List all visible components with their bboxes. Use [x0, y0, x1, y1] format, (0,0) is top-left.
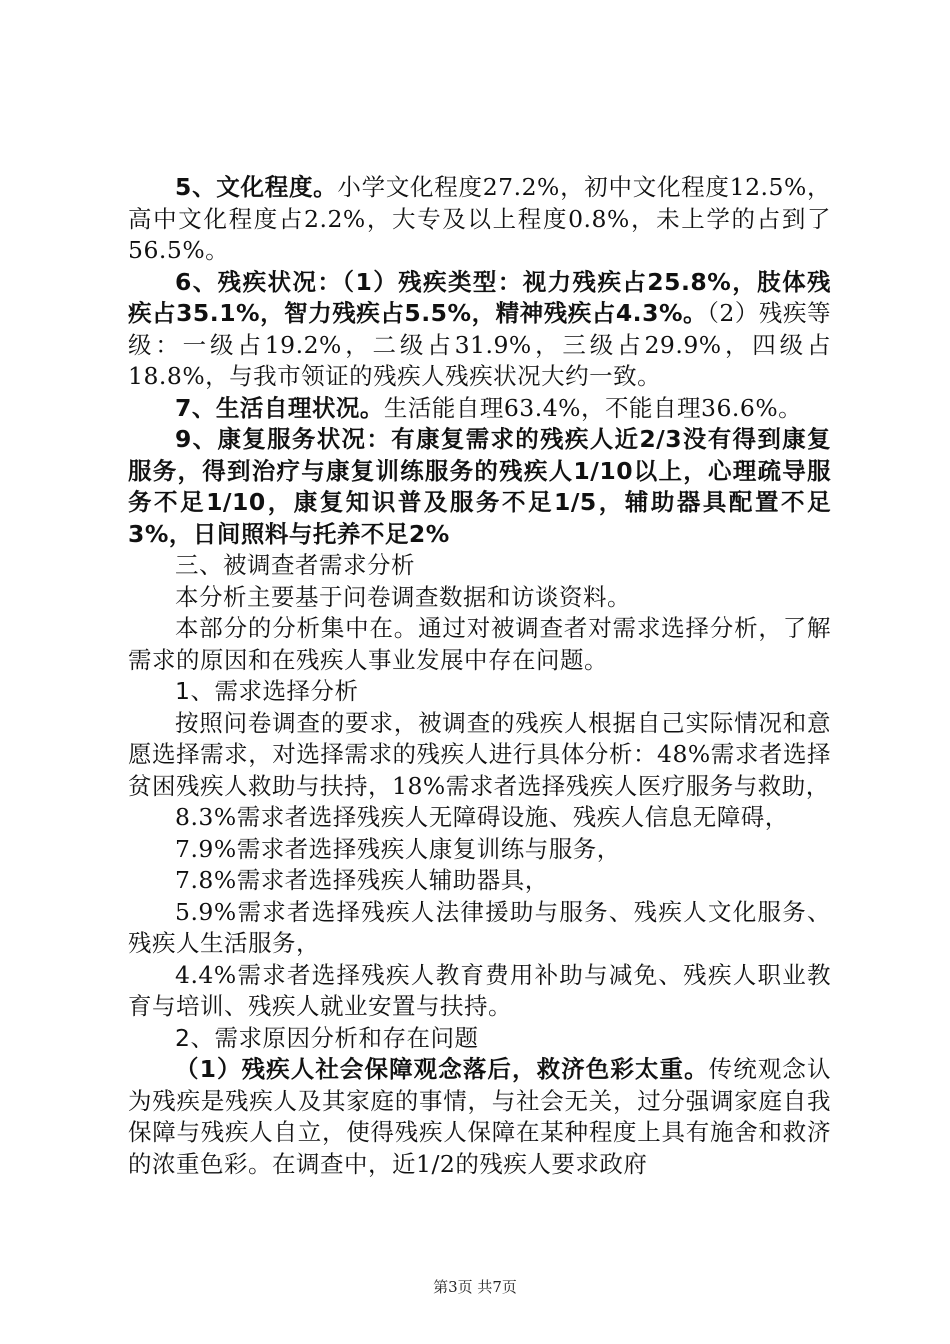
paragraph-heading: 5、文化程度。 — [175, 173, 338, 201]
paragraph-text: 生活能自理63.4%，不能自理36.6%。 — [383, 393, 803, 422]
paragraph-social-security — [128, 1054, 831, 1180]
paragraph-heading: 6、残疾状况：（1）残疾类型：视力残疾占25.8%，肢体残疾占35.1%，智力残疾占5.5%，精神残疾占4.3%。 — [128, 267, 831, 327]
paragraph-text: 5.9%需求者选择残疾人法律援助与服务、残疾人文化服务、残疾人生活服务， — [128, 897, 831, 957]
section-heading-demand-analysis: 三、被调查者需求分析 — [175, 551, 415, 579]
document-body — [128, 172, 831, 1180]
paragraph-self-care — [128, 393, 831, 425]
paragraph-text: 8.3%需求者选择残疾人无障碍设施、残疾人信息无障碍， — [175, 803, 789, 831]
paragraph-heading: 7、生活自理状况。 — [175, 393, 384, 422]
paragraph-text: 7.9%需求者选择残疾人康复训练与服务， — [175, 834, 621, 863]
subsection-heading-demand-reasons: 2、需求原因分析和存在问题 — [175, 1023, 479, 1052]
paragraph-text: 按照问卷调查的要求，被调查的残疾人根据自己实际情况和意愿选择需求，对选择需求的残疾人进行具体分析：48%需求者选择贫困残疾人救助与扶持，18%需求者选择残疾人医疗服务与救助， — [128, 708, 831, 800]
paragraph-text: 传统观念认为残疾是残疾人及其家庭的事情，与社会无关，过分强调家庭自我保障与残疾人自立，使得残疾人保障在某种程度上具有施舍和救济的浓重色彩。在调查中，近1/2的残疾人要求政府 — [128, 1055, 832, 1178]
paragraph-text: 小学文化程度27.2%，初中文化程度12.5%，高中文化程度占2.2%，大专及以上程度0.8%，未上学的占到了56.5%。 — [128, 173, 831, 264]
paragraph-heading: （1）残疾人社会保障观念落后，救济色彩太重。 — [175, 1055, 709, 1083]
paragraph-disability-status — [128, 267, 831, 393]
paragraph-text: 4.4%需求者选择残疾人教育费用补助与减免、残疾人职业教育与培训、残疾人就业安置与扶持。 — [128, 960, 831, 1020]
subsection-heading-demand-choice: 1、需求选择分析 — [175, 677, 359, 705]
paragraph-text: 本部分的分析集中在。通过对被调查者对需求选择分析，了解需求的原因和在残疾人事业发展中存在问题。 — [128, 614, 831, 674]
paragraph-text: 本分析主要基于问卷调查数据和访谈资料。 — [175, 582, 631, 611]
paragraph-text: 7.8%需求者选择残疾人辅助器具， — [175, 866, 549, 894]
paragraph-rehab-service: 9、康复服务状况：有康复需求的残疾人近2/3没有得到康复服务，得到治疗与康复训练服务的残疾人1/10以上，心理疏导服务不足1/10，康复知识普及服务不足1/5，辅助器具配置不足3%，日间照料与托养不足2% — [128, 425, 831, 548]
paragraph-education — [128, 172, 831, 267]
paragraph-text: （2）残疾等级：一级占19.2%，二级占31.9%，三级占29.9%，四级占18.8%，与我市领证的残疾人残疾状况大约一致。 — [128, 299, 831, 390]
page-footer: 第3页 共7页 — [433, 1278, 517, 1296]
